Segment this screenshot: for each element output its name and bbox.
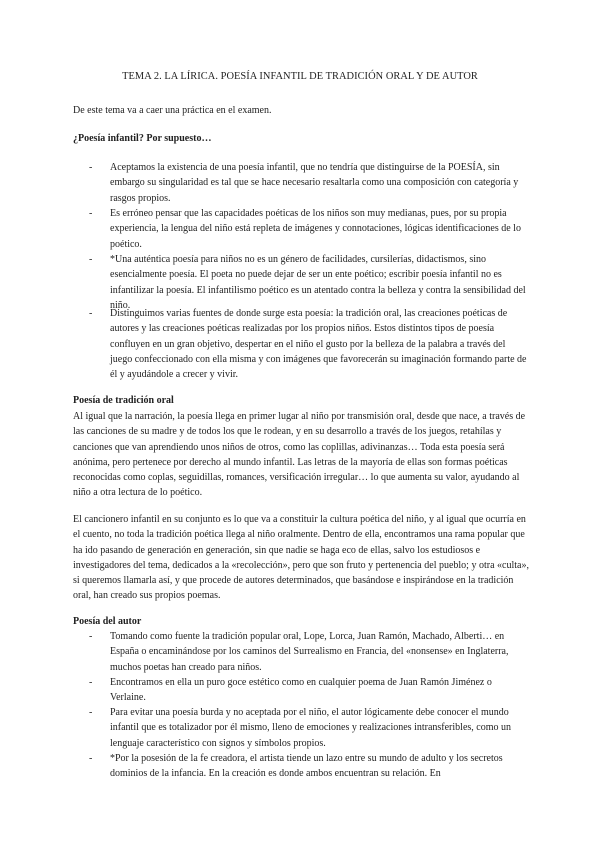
page-title: TEMA 2. LA LÍRICA. POESÍA INFANTIL DE TRADICIÓN ORAL Y DE AUTOR xyxy=(122,71,478,82)
bullet-dash: - xyxy=(89,308,93,319)
bullet-dash: - xyxy=(89,707,93,718)
bullet-text: Para evitar una poesía burda y no aceptada por el niño, el autor lógicamente debe conocer el mundo infantil que es totalizador por él mismo, lleno de emociones y realizaciones intransferibles, como un lenguaje característico con signos y símbolos propios. xyxy=(110,707,511,749)
bullet-item xyxy=(89,675,529,706)
paragraph: El cancionero infantil en su conjunto es lo que va a constituir la cultura poética del niño, y al igual que ocurría en el cuento, no toda la tradición poética llega al niño oralmente. Dentro de ella, encontramos una rama popular que ha ido pasando de generación en generación, sin que nadie se haga eco de ellas, salvo los estudiosos e investigadores del tema, dedicados a la «recolección», pero que son fruto y pertenencia del pueblo; y otra «culta», si queremos llamarla así, y que procede de autores determinados, que basándose e inspirándose en la tradición oral, han creado sus propios poemas. xyxy=(73,514,529,602)
bullet-item xyxy=(89,160,529,206)
section-heading-poesia-autor: Poesía del autor xyxy=(73,616,142,627)
bullet-item xyxy=(89,252,529,313)
bullet-text: Tomando como fuente la tradición popular oral, Lope, Lorca, Juan Ramón, Machado, Alberti… en España o encaminándose por los caminos del Surrealismo en Francia, del «nonsense» en Inglaterra, muchos poetas han creado para niños. xyxy=(110,631,509,673)
bullet-item xyxy=(89,629,529,675)
bullet-dash: - xyxy=(89,208,93,219)
bullet-text: Es erróneo pensar que las capacidades poéticas de los niños son muy medianas, pues, por su propia experiencia, la lengua del niño está repleta de imágenes y connotaciones, lógicas identificaciones de lo poético. xyxy=(110,208,521,250)
section-heading-poesia-infantil: ¿Poesía infantil? Por supuesto… xyxy=(73,133,212,144)
bullet-text: Distinguimos varias fuentes de donde surge esta poesía: la tradición oral, las creaciones poéticas de autores y las creaciones poéticas realizadas por los propios niños. Estos distintos tipos de poesía confluyen en un gran objetivo, despertar en el niño el gusto por la belleza de la palabra a través del juego confeccionado con ella misma y con imágenes que favorecerán su imaginación formando parte de él y ayudándole a crecer y vivir. xyxy=(110,308,527,381)
bullet-dash: - xyxy=(89,677,93,688)
bullet-item xyxy=(89,306,529,382)
bullet-item xyxy=(89,705,529,751)
section-heading-tradicion-oral: Poesía de tradición oral xyxy=(73,395,174,406)
bullet-dash: - xyxy=(89,631,93,642)
bullet-dash: - xyxy=(89,162,93,173)
bullet-dash: - xyxy=(89,254,93,265)
bullet-text: Encontramos en ella un puro goce estético como en cualquier poema de Juan Ramón Jiménez o Verlaine. xyxy=(110,677,492,704)
bullet-dash: - xyxy=(89,753,93,764)
bullet-item xyxy=(89,206,529,252)
bullet-text: *Una auténtica poesía para niños no es un género de facilidades, cursilerías, didactismos, sino esencialmente poesía. El poeta no puede dejar de ser un ente poético; escribir poesía infantil no es infantilizar la poesía. El infantilismo poético es un atentado contra la belleza y contra la sensibilidad del niño. xyxy=(110,254,526,311)
bullet-text: Aceptamos la existencia de una poesía infantil, que no tendría que distinguirse de la POESÍA, sin embargo su singularidad es tal que se hace necesario resaltarla como una composición con categoría y rasgos propios. xyxy=(110,162,519,204)
paragraph: Al igual que la narración, la poesía llega en primer lugar al niño por transmisión oral, desde que nace, a través de las canciones de su madre y de todos los que le rodean, y en su desarrollo a través de los juegos, retahílas y canciones que van aprendiendo unos niños de otros, como las coplillas, adivinanzas… Toda esta poesía será anónima, pero pertenece por derecho al mundo infantil. Las letras de la mayoría de ellas son formas poéticas reconocidas como coplas, seguidillas, romances, versificación irregular… lo que aumenta su valor, ayudando al niño a otra lectura de lo poético. xyxy=(73,411,526,499)
bullet-text: *Por la posesión de la fe creadora, el artista tiende un lazo entre su mundo de adulto y los secretos dominios de la infancia. En la creación es donde ambos encuentran su relación. En xyxy=(110,753,503,780)
intro-paragraph: De este tema va a caer una práctica en el examen. xyxy=(73,105,272,116)
bullet-item xyxy=(89,751,529,782)
